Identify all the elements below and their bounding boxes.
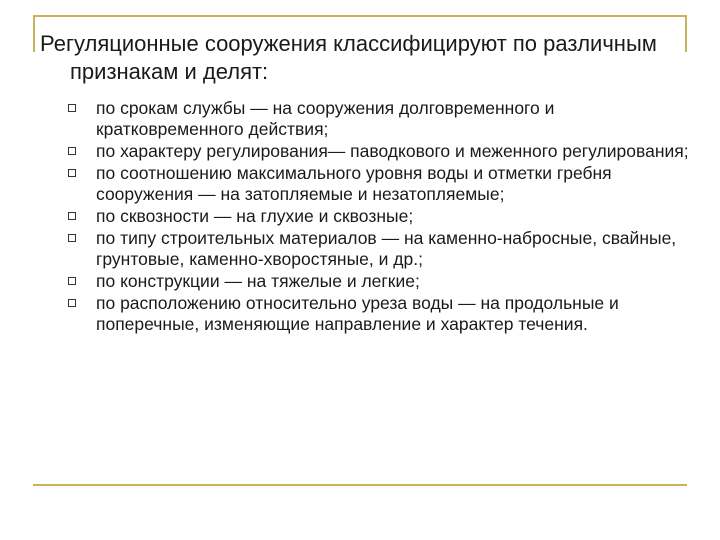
list-item	[40, 141, 690, 162]
list-item-text: по конструкции — на тяжелые и легкие;	[96, 271, 420, 291]
hollow-square-icon	[68, 277, 76, 285]
list-item	[40, 206, 690, 227]
frame-left-line	[33, 15, 35, 52]
list-item	[40, 163, 690, 205]
list-item	[40, 98, 690, 140]
hollow-square-icon	[68, 234, 76, 242]
list-item-text: по характеру регулирования— паводкового и меженного регулирования;	[96, 141, 689, 161]
list-item-text: по типу строительных материалов — на каменно-набросные, свайные, грунтовые, каменно-хворостяные, и др.;	[96, 228, 677, 269]
list-item-text: по срокам службы — на сооружения долговременного и кратковременного действия;	[96, 98, 555, 139]
list-item-text: по сквозности — на глухие и сквозные;	[96, 206, 414, 226]
slide-heading: Регуляционные сооружения классифицируют по различным признакам и делят:	[40, 31, 657, 84]
bottom-rule	[33, 484, 687, 486]
list-item-text: по соотношению максимального уровня воды и отметки гребня сооружения — на затопляемые и незатопляемые;	[96, 163, 612, 204]
frame-top-line	[33, 15, 687, 17]
hollow-square-icon	[68, 299, 76, 307]
slide-content	[40, 30, 690, 336]
list-item	[40, 293, 690, 335]
hollow-square-icon	[68, 212, 76, 220]
list-item	[40, 228, 690, 270]
hollow-square-icon	[68, 147, 76, 155]
hollow-square-icon	[68, 169, 76, 177]
bullet-list	[40, 98, 690, 335]
hollow-square-icon	[68, 104, 76, 112]
list-item	[40, 271, 690, 292]
list-item-text: по расположению относительно уреза воды — на продольные и поперечные, изменяющие направление и характер течения.	[96, 293, 619, 334]
